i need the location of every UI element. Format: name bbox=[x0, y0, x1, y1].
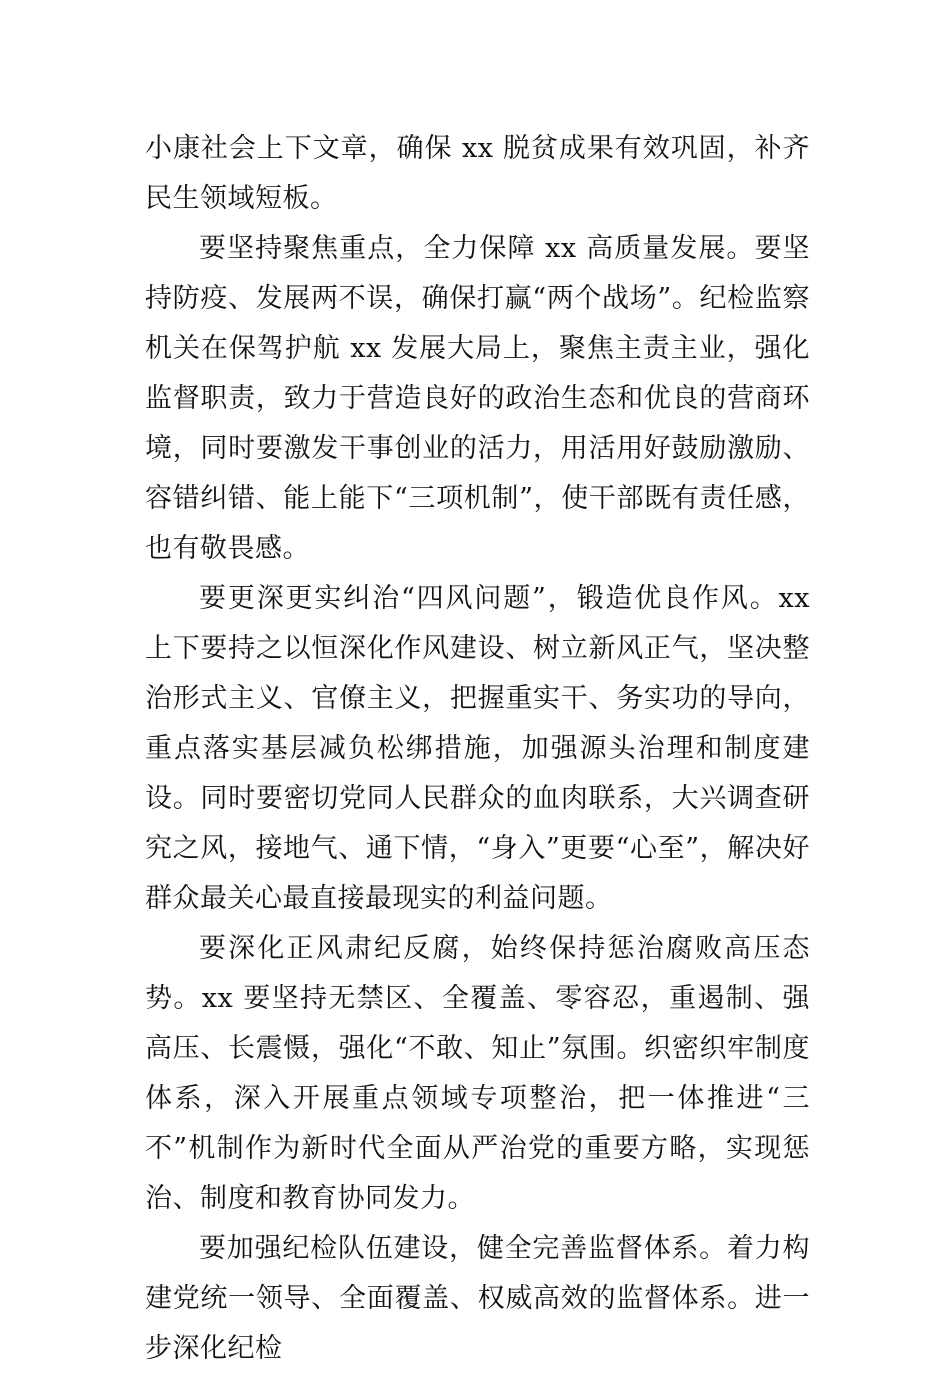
paragraph-continuation: 小康社会上下文章，确保 xx 脱贫成果有效巩固，补齐民生领域短板。 bbox=[145, 133, 810, 214]
paragraph: 要坚持聚焦重点，全力保障 xx 高质量发展。要坚持防疫、发展两不误，确保打赢“两个战场”。纪检监察机关在保驾护航 xx 发展大局上，聚焦主责主业，强化监督职责，致力于营造良好的政治生态和优良的营商环境，同时要激发干事创业的活力，用活用好鼓励激励、容错纠错、能上能下“三项机制”，使干部既有责任感，也有敬畏感。 bbox=[145, 233, 810, 564]
paragraph: 要深化正风肃纪反腐，始终保持惩治腐败高压态势。xx 要坚持无禁区、全覆盖、零容忍，重遏制、强高压、长震慑，强化“不敢、知止”氛围。织密织牢制度体系，深入开展重点领域专项整治，把一体推进“三不”机制作为新时代全面从严治党的重要方略，实现惩治、制度和教育协同发力。 bbox=[145, 933, 810, 1214]
paragraph: 要加强纪检队伍建设，健全完善监督体系。着力构建党统一领导、全面覆盖、权威高效的监督体系。进一步深化纪检 bbox=[145, 1233, 810, 1364]
document-body bbox=[145, 124, 810, 1374]
paragraph: 要更深更实纠治“四风问题”，锻造优良作风。xx 上下要持之以恒深化作风建设、树立新风正气，坚决整治形式主义、官僚主义，把握重实干、务实功的导向，重点落实基层减负松绑措施，加强源头治理和制度建设。同时要密切党同人民群众的血肉联系，大兴调查研究之风，接地气、通下情，“身入”更要“心至”，解决好群众最关心最直接最现实的利益问题。 bbox=[145, 583, 810, 914]
